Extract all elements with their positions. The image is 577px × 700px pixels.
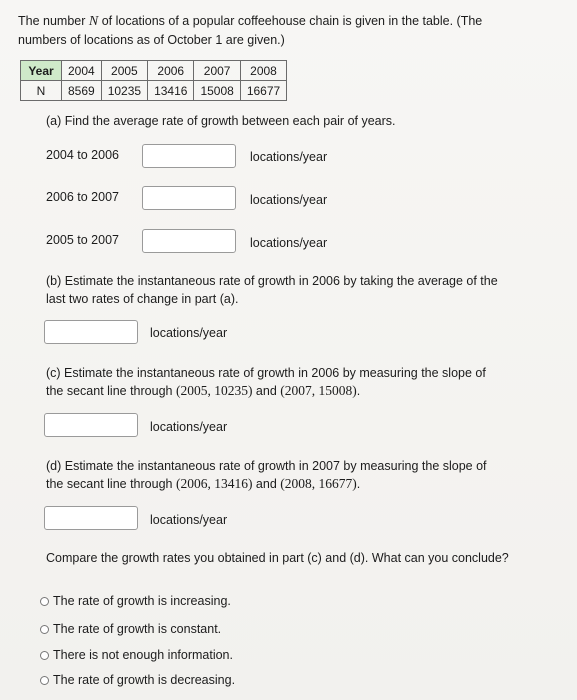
option-label: The rate of growth is constant. [53, 622, 222, 636]
option-label: There is not enough information. [53, 648, 233, 662]
part-d-prompt [46, 457, 556, 493]
part-d-point-2: (2008, 16677) [280, 476, 357, 491]
part-d-end: . [356, 477, 361, 491]
part-b-line-2: last two rates of change in part (a). [46, 292, 239, 306]
part-a-row-2-label: 2006 to 2007 [46, 190, 119, 204]
table-cell-n: 8569 [62, 81, 102, 101]
option-not-enough-info[interactable] [40, 648, 233, 662]
part-b-line-1: (b) Estimate the instantaneous rate of growth in 2006 by taking the average of the [46, 274, 498, 288]
answer-input-part-c[interactable] [44, 413, 138, 437]
table-row-n [21, 81, 287, 101]
part-d-line-1: (d) Estimate the instantaneous rate of growth in 2007 by measuring the slope of [46, 459, 487, 473]
part-c-prompt [46, 364, 556, 400]
part-d-point-1: (2006, 13416) [175, 476, 253, 491]
option-decreasing[interactable] [40, 673, 235, 687]
intro-text-start: The number [18, 14, 89, 28]
table-row-year [21, 61, 287, 81]
answer-input-2005-2007[interactable] [142, 229, 236, 253]
option-label: The rate of growth is decreasing. [53, 673, 236, 687]
part-c-line-2-start: the secant line through [46, 384, 176, 398]
answer-input-part-b[interactable] [44, 320, 138, 344]
option-constant[interactable] [40, 622, 221, 636]
answer-input-2004-2006[interactable] [142, 144, 236, 168]
option-label: The rate of growth is increasing. [53, 594, 231, 608]
part-c-point-2: (2007, 15008) [280, 383, 357, 398]
part-c-unit: locations/year [150, 420, 228, 434]
table-cell-year: 2008 [240, 61, 286, 81]
part-b-unit: locations/year [150, 326, 228, 340]
radio-button[interactable] [40, 651, 49, 660]
problem-intro [18, 12, 563, 50]
part-a-row-1-label: 2004 to 2006 [46, 148, 119, 162]
part-d-line-2-start: the secant line through [46, 477, 176, 491]
radio-button[interactable] [40, 597, 49, 606]
variable-n: N [88, 14, 99, 29]
table-cell-year: 2006 [148, 61, 194, 81]
part-a-row-2-unit: locations/year [250, 193, 328, 207]
part-b-prompt [46, 272, 556, 308]
table-header-year: Year [21, 61, 62, 81]
part-c-end: . [356, 384, 361, 398]
radio-button[interactable] [40, 676, 49, 685]
table-cell-year: 2007 [194, 61, 240, 81]
intro-text-end: of locations of a popular coffeehouse chain is given in the table. (The [98, 14, 483, 28]
table-cell-year: 2005 [101, 61, 147, 81]
table-header-n: N [21, 81, 62, 101]
part-d-and: and [252, 477, 281, 491]
part-a-row-1-unit: locations/year [250, 150, 328, 164]
table-cell-n: 15008 [194, 81, 240, 101]
answer-input-part-d[interactable] [44, 506, 138, 530]
option-increasing[interactable] [40, 594, 231, 608]
table-cell-n: 16677 [240, 81, 286, 101]
part-a-row-3-label: 2005 to 2007 [46, 233, 119, 247]
part-c-and: and [252, 384, 281, 398]
part-c-point-1: (2005, 10235) [175, 383, 253, 398]
table-cell-n: 10235 [101, 81, 147, 101]
part-a-row-3-unit: locations/year [250, 236, 328, 250]
locations-table [20, 60, 287, 101]
part-c-line-1: (c) Estimate the instantaneous rate of growth in 2006 by measuring the slope of [46, 366, 486, 380]
intro-line-2: numbers of locations as of October 1 are given.) [18, 33, 285, 47]
compare-prompt: Compare the growth rates you obtained in part (c) and (d). What can you conclude? [46, 551, 509, 565]
table-cell-n: 13416 [148, 81, 194, 101]
part-a-prompt: (a) Find the average rate of growth between each pair of years. [46, 114, 396, 128]
part-d-unit: locations/year [150, 513, 228, 527]
radio-button[interactable] [40, 625, 49, 634]
table-cell-year: 2004 [62, 61, 102, 81]
answer-input-2006-2007[interactable] [142, 186, 236, 210]
